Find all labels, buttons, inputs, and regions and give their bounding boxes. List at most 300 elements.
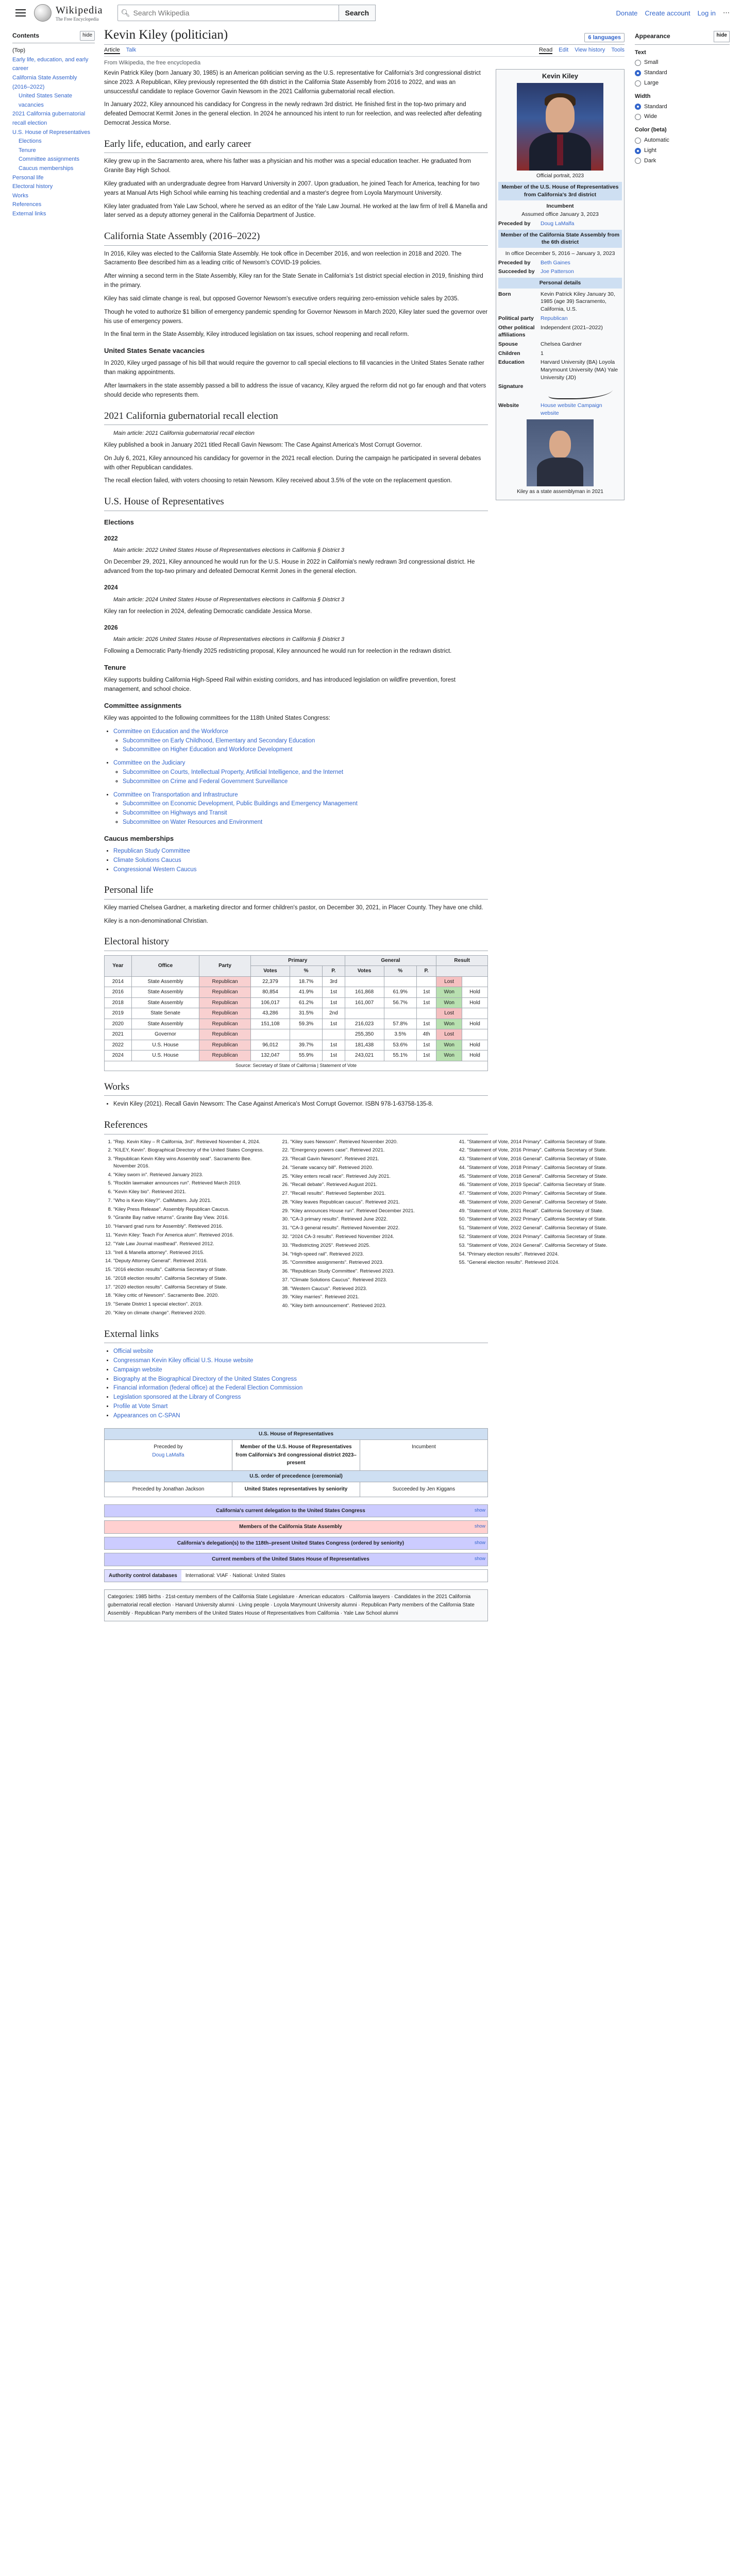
color-light-option[interactable]: Light — [635, 146, 730, 156]
succession-current: Member of the U.S. House of Representatives from California's 3rd congressional district 2023–present — [232, 1440, 360, 1470]
list-item: ◦ Subcommittee on Economic Development, Public Buildings and Emergency Management — [123, 800, 488, 809]
table-row — [105, 976, 488, 987]
infobox-row: Succeeded by Joe Patterson — [498, 268, 574, 275]
infobox-in-office: In office December 5, 2016 – January 3, 2023 — [505, 250, 615, 257]
table-cell: 3rd — [323, 976, 345, 987]
languages-button[interactable]: 6 languages — [584, 33, 625, 42]
reference-item[interactable]: 12. "Yale Law Journal masthead". Retrieved 2012. — [113, 1241, 271, 1248]
table-cell: Lost — [436, 1029, 462, 1040]
reference-item[interactable]: 23. "Recall Gavin Newsom". Retrieved 2021. — [290, 1156, 447, 1163]
toc-item[interactable]: California State Assembly (2016–2022) — [12, 74, 77, 90]
preceded-by-link[interactable]: Doug LaMalfa — [541, 220, 575, 227]
table-cell — [416, 1008, 436, 1019]
color-dark-option[interactable]: Dark — [635, 156, 730, 166]
succession-band: U.S. House of Representatives — [105, 1429, 487, 1440]
table-cell: Republican — [199, 1029, 251, 1040]
reference-item[interactable]: 2. "KILEY, Kevin". Biographical Directory of the United States Congress. — [113, 1147, 271, 1154]
table-cell: State Senate — [131, 1008, 199, 1019]
table-row — [105, 1008, 488, 1019]
navbox-show-toggle[interactable]: show — [474, 1539, 485, 1545]
navbox-show-toggle[interactable]: show — [474, 1507, 485, 1513]
table-cell: State Assembly — [131, 997, 199, 1008]
table-header: Year — [105, 955, 132, 976]
table-cell: 2022 — [105, 1040, 132, 1050]
toc-item[interactable]: U.S. House of Representatives — [12, 129, 91, 135]
toc-item[interactable]: Electoral history — [12, 183, 53, 190]
external-link[interactable]: • Appearances on C-SPAN — [113, 1412, 488, 1421]
table-cell: 55.9% — [290, 1050, 323, 1061]
subsection-heading-caucus: Caucus memberships — [104, 834, 174, 842]
assembly-portrait[interactable] — [527, 419, 594, 486]
table-row — [105, 1029, 488, 1040]
reference-item[interactable]: 37. "Climate Solutions Caucus". Retrieved 2023. — [290, 1277, 447, 1284]
lead-paragraph: In January 2022, Kiley announced his candidacy for Congress in the newly redrawn 3rd district. He finished first in the top-two primary and defeated Democrat Kermit Jones in the general election. In 2024 he announced his intent to run for reelection, and was reelected after defeating Democrat Jessica Morse. — [104, 101, 482, 127]
external-link[interactable]: • Legislation sponsored at the Library of Congress — [113, 1393, 488, 1402]
section-heading-early-life: Early life, education, and early career — [104, 137, 488, 153]
table-cell: Won — [436, 987, 462, 998]
external-link[interactable]: • Campaign website — [113, 1366, 488, 1375]
infobox-row: Signature — [498, 383, 622, 400]
reference-item[interactable]: 41. "Statement of Vote, 2014 Primary". California Secretary of State. — [467, 1139, 625, 1146]
table-cell: Republican — [199, 976, 251, 987]
reference-item[interactable]: 44. "Statement of Vote, 2018 Primary". California Secretary of State. — [467, 1164, 625, 1172]
assembly-portrait-caption: Kiley as a state assemblyman in 2021 — [517, 488, 603, 495]
reference-item[interactable]: 52. "Statement of Vote, 2024 Primary". California Secretary of State. — [467, 1233, 625, 1241]
reference-item[interactable]: 9. "Granite Bay native returns". Granite Bay View. 2016. — [113, 1214, 271, 1222]
table-cell — [345, 1008, 384, 1019]
list-item: • Committee on the Judiciary ◦ Subcommittee on Courts, Intellectual Property, Artificial Intelligence, and the Internet ◦ Subcommittee on Crime and Federal Government Surveillance — [113, 759, 488, 786]
paragraph: Though he voted to authorize $1 billion of emergency pandemic spending for Governor Newsom in March 2020, Kiley later sued the governor over his use of emergency powers. — [104, 309, 488, 325]
reference-item[interactable]: 10. "Harvard grad runs for Assembly". Retrieved 2016. — [113, 1223, 271, 1230]
navbox-title: California's current delegation to the United States Congress show — [105, 1505, 487, 1517]
infobox-incumbent: Incumbent — [546, 202, 574, 209]
width-label: Width — [635, 93, 651, 99]
body-column-lower — [104, 1327, 488, 1621]
external-link[interactable]: • Profile at Vote Smart — [113, 1402, 488, 1412]
tab-edit[interactable]: Edit — [559, 47, 569, 53]
reference-item[interactable]: 11. "Kevin Kiley: Teach For America alum". Retrieved 2016. — [113, 1232, 271, 1239]
toc-item[interactable]: Elections — [19, 138, 42, 145]
table-cell: 43,286 — [250, 1008, 290, 1019]
reference-item[interactable]: 27. "Recall results". Retrieved September 2021. — [290, 1190, 447, 1197]
infobox-personal-details: Personal details — [498, 278, 622, 289]
portrait-caption: Official portrait, 2023 — [536, 173, 584, 179]
navbox — [104, 1504, 488, 1518]
subsection-heading-2026: 2026 — [104, 623, 118, 631]
list-item: ◦ Subcommittee on Courts, Intellectual Property, Artificial Intelligence, and the Internet — [123, 768, 488, 777]
external-link[interactable]: • Official website — [113, 1347, 488, 1357]
infobox-row: Preceded by Beth Gaines — [498, 259, 570, 266]
infobox-office-house: Member of the U.S. House of Representatives from California's 3rd district — [498, 182, 622, 200]
text-standard-option[interactable]: Standard — [635, 68, 730, 78]
list-item: ◦ Subcommittee on Early Childhood, Elementary and Secondary Education — [123, 737, 488, 746]
table-cell: 80,854 — [250, 987, 290, 998]
reference-item[interactable]: 31. "CA-3 general results". Retrieved November 2022. — [290, 1225, 447, 1232]
table-cell: Won — [436, 1050, 462, 1061]
navbox-show-toggle[interactable]: show — [474, 1523, 485, 1529]
table-cell: State Assembly — [131, 976, 199, 987]
table-cell: Hold — [462, 997, 488, 1008]
official-portrait[interactable] — [517, 83, 603, 171]
table-header: Party — [199, 955, 251, 976]
login-link[interactable]: Log in — [697, 9, 716, 17]
precedence-current: United States representatives by seniority — [232, 1482, 360, 1497]
list-item: ◦ Subcommittee on Water Resources and Environment — [123, 818, 488, 827]
table-cell: 2021 — [105, 1029, 132, 1040]
table-cell: 1st — [323, 1019, 345, 1029]
references-column — [104, 1139, 271, 1318]
infobox-assumed-office: Assumed office January 3, 2023 — [521, 211, 599, 218]
reference-item[interactable]: 24. "Senate vacancy bill". Retrieved 2020. — [290, 1164, 447, 1172]
table-cell: 4th — [416, 1029, 436, 1040]
subsection-heading-committees: Committee assignments — [104, 701, 182, 709]
subsection-heading-vacancies: United States Senate vacancies — [104, 347, 205, 355]
reference-item[interactable]: 8. "Kiley Press Release". Assembly Republican Caucus. — [113, 1206, 271, 1213]
table-cell: U.S. House — [131, 1040, 199, 1050]
paragraph: Kiley was appointed to the following committees for the 118th United States Congress: — [104, 715, 330, 721]
list-item: • Committee on Education and the Workforce ◦ Subcommittee on Early Childhood, Elementary and Secondary Education ◦ Subcommittee on Higher Education and Workforce Development — [113, 727, 488, 755]
reference-item[interactable]: 47. "Statement of Vote, 2020 Primary". California Secretary of State. — [467, 1190, 625, 1197]
table-cell: 1st — [416, 1019, 436, 1029]
navbox — [104, 1537, 488, 1550]
table-cell: Governor — [131, 1029, 199, 1040]
table-cell: 151,108 — [250, 1019, 290, 1029]
table-header: Primary — [250, 955, 345, 966]
table-row — [105, 1019, 488, 1029]
from-wikipedia: From Wikipedia, the free encyclopedia — [104, 60, 201, 66]
navbox-title: California's delegation(s) to the 118th–present United States Congress (ordered by seniority) show — [105, 1537, 487, 1550]
table-cell — [462, 1029, 488, 1040]
reference-item[interactable]: 5. "Rocklin lawmaker announces run". Retrieved March 2019. — [113, 1180, 271, 1187]
external-link[interactable]: • Financial information (federal office) at the Federal Election Commission — [113, 1384, 488, 1393]
table-cell: State Assembly — [131, 987, 199, 998]
toc-item[interactable]: Caucus memberships — [19, 165, 74, 172]
color-label: Color (beta) — [635, 127, 667, 133]
reference-item[interactable]: 25. "Kiley enters recall race". Retrieved July 2021. — [290, 1173, 447, 1180]
succession-next: Incumbent — [360, 1440, 487, 1470]
table-cell: 2019 — [105, 1008, 132, 1019]
paragraph: After lawmakers in the state assembly passed a bill to address the issue of vacancy, Kiley argued the reform did not go far enough and that voters should decide who represents them. — [104, 382, 486, 398]
reference-item[interactable]: 32. "2024 CA-3 results". Retrieved November 2024. — [290, 1233, 447, 1241]
party-link[interactable]: Republican — [541, 315, 568, 321]
table-header: Result — [436, 955, 488, 966]
table-cell: 2018 — [105, 997, 132, 1008]
reference-item[interactable]: 13. "Irell & Manella attorney". Retrieved 2015. — [113, 1249, 271, 1257]
reference-item[interactable]: 29. "Kiley announces House run". Retrieved December 2021. — [290, 1208, 447, 1215]
table-cell — [323, 1029, 345, 1040]
table-cell: Republican — [199, 987, 251, 998]
wikipedia-logo[interactable] — [34, 4, 103, 22]
table-cell: Republican — [199, 1008, 251, 1019]
table-cell: Republican — [199, 1019, 251, 1029]
table-row — [105, 987, 488, 998]
globe-icon — [34, 4, 52, 22]
table-cell: 2016 — [105, 987, 132, 998]
infobox — [496, 69, 625, 500]
external-link[interactable]: • Congressman Kevin Kiley official U.S. House website — [113, 1357, 488, 1366]
paragraph: Kiley graduated with an undergraduate degree from Harvard University in 2007. Upon graduation, he joined Teach for America, teaching for two years at Manual Arts High School while earning his teaching credential and a master's degree from Loyola Marymount University. — [104, 180, 480, 196]
table-cell — [462, 1008, 488, 1019]
table-cell: 216,023 — [345, 1019, 384, 1029]
tab-tools[interactable]: Tools — [611, 47, 625, 53]
color-automatic-option[interactable]: Automatic — [635, 135, 730, 146]
page-tabs — [104, 45, 625, 57]
reference-item[interactable]: 48. "Statement of Vote, 2020 General". California Secretary of State. — [467, 1199, 625, 1206]
section-heading-house: U.S. House of Representatives — [104, 494, 488, 511]
table-cell — [384, 1008, 416, 1019]
section-heading-assembly: California State Assembly (2016–2022) — [104, 229, 488, 245]
reference-item[interactable]: 40. "Kiley birth announcement". Retrieved 2023. — [290, 1302, 447, 1310]
reference-item[interactable]: 51. "Statement of Vote, 2022 General". California Secretary of State. — [467, 1225, 625, 1232]
section-heading-electoral: Electoral history — [104, 934, 488, 951]
paragraph: Kiley married Chelsea Gardner, a marketing director and former children's pastor, on December 30, 2021, in Placer County. They have one child. — [104, 904, 483, 911]
tab-view-history[interactable]: View history — [575, 47, 605, 53]
reference-item[interactable]: 15. "2016 election results". California Secretary of State. — [113, 1266, 271, 1274]
appearance-title: Appearance — [635, 32, 670, 40]
table-cell: 1st — [416, 1050, 436, 1061]
section-heading-recall: 2021 California gubernatorial recall election — [104, 409, 488, 425]
table-cell: U.S. House — [131, 1050, 199, 1061]
electoral-history-table — [104, 955, 488, 1071]
logo-subtitle: The Free Encyclopedia — [56, 16, 99, 22]
main-menu-button[interactable] — [12, 5, 29, 21]
reference-item[interactable]: 39. "Kiley marries". Retrieved 2021. — [290, 1294, 447, 1301]
toc-item[interactable]: Tenure — [19, 147, 36, 154]
table-cell: 41.9% — [290, 987, 323, 998]
reference-item[interactable]: 21. "Kiley sues Newsom". Retrieved November 2020. — [290, 1139, 447, 1146]
reference-item[interactable]: 19. "Senate District 1 special election". 2019. — [113, 1301, 271, 1308]
table-row — [105, 1050, 488, 1061]
table-cell: 53.6% — [384, 1040, 416, 1050]
donate-link[interactable]: Donate — [616, 9, 638, 17]
tab-read[interactable]: Read — [538, 47, 553, 53]
table-cell: 1st — [323, 1050, 345, 1061]
text-size-label: Text — [635, 49, 646, 56]
reference-item[interactable]: 36. "Republican Study Committee". Retrieved 2023. — [290, 1268, 447, 1275]
table-row — [105, 1040, 488, 1050]
search-button[interactable]: Search — [339, 5, 376, 21]
table-header: Office — [131, 955, 199, 976]
width-standard-option[interactable]: Standard — [635, 102, 730, 112]
committee-list — [104, 727, 488, 827]
table-cell: 1st — [323, 997, 345, 1008]
hatnote[interactable]: Main article: 2022 United States House of Representatives elections in California § District 3 — [113, 547, 345, 554]
page-title: Kevin Kiley (politician) — [104, 28, 228, 42]
table-cell: 61.2% — [290, 997, 323, 1008]
precedence-previous[interactable]: Preceded by Jonathan Jackson — [132, 1486, 205, 1493]
toc-item[interactable]: (Top) — [12, 47, 26, 54]
paragraph: Kiley published a book in January 2021 titled Recall Gavin Newsom: The Case Against America's Most Corrupt Governor. — [104, 442, 422, 448]
width-wide-option[interactable]: Wide — [635, 112, 730, 122]
toc-item[interactable]: 2021 California gubernatorial recall election — [12, 111, 86, 126]
search-box — [117, 5, 339, 21]
table-cell: 59.3% — [290, 1019, 323, 1029]
table-cell — [250, 1029, 290, 1040]
reference-item[interactable]: 17. "2020 election results". California Secretary of State. — [113, 1284, 271, 1291]
reference-item[interactable]: 7. "Who is Kevin Kiley?". CalMatters. July 2021. — [113, 1197, 271, 1205]
reference-item[interactable]: 55. "General election results". Retrieved 2024. — [467, 1259, 625, 1266]
reference-item[interactable]: 50. "Statement of Vote, 2022 Primary". California Secretary of State. — [467, 1216, 625, 1223]
table-cell: Won — [436, 1040, 462, 1050]
references-list — [104, 1139, 625, 1318]
caucus-list — [104, 847, 488, 874]
hatnote[interactable]: Main article: 2021 California gubernatorial recall election — [113, 430, 255, 436]
toc-item[interactable]: United States Senate vacancies — [19, 93, 72, 108]
user-links — [616, 9, 730, 17]
navboxes — [104, 1504, 488, 1566]
reference-item[interactable]: 49. "Statement of Vote, 2021 Recall". California Secretary of State. — [467, 1208, 625, 1215]
table-cell: Won — [436, 1019, 462, 1029]
toc-item[interactable]: Committee assignments — [19, 156, 79, 163]
table-cell: 2024 — [105, 1050, 132, 1061]
external-links-list — [104, 1347, 488, 1421]
paragraph: On December 29, 2021, Kiley announced he would run for the U.S. House in 2022 in California's newly redrawn 3rd congressional district. He advanced from the top-two primary and defeated Democrat Kermit Jones in the general election. — [104, 559, 475, 575]
category-links[interactable]: Categories: 1985 births · 21st-century members of the California State Legislature · American educators · California lawyers · Candidates in the 2021 California gubernatorial recall election · Harvard University alumni · Living people · Loyola Marymount University alumni · Republican Party members of the California State Assembly · Republican Party members of the United States House of Representatives from California · Yale Law School alumni — [104, 1589, 488, 1621]
table-cell: 106,017 — [250, 997, 290, 1008]
table-subheader: Votes — [250, 966, 290, 977]
table-cell: 61.9% — [384, 987, 416, 998]
list-item: ◦ Subcommittee on Highways and Transit — [123, 809, 488, 818]
table-of-contents — [12, 31, 95, 218]
table-subheader: Votes — [345, 966, 384, 977]
list-item: • Republican Study Committee — [113, 847, 488, 856]
table-cell: 57.8% — [384, 1019, 416, 1029]
section-heading-personal: Personal life — [104, 883, 488, 899]
list-item: ◦ Subcommittee on Crime and Federal Government Surveillance — [123, 777, 488, 787]
reference-item[interactable]: 16. "2018 election results". California Secretary of State. — [113, 1275, 271, 1282]
table-cell: 39.7% — [290, 1040, 323, 1050]
signature-image — [548, 384, 615, 399]
table-cell — [462, 976, 488, 987]
table-subheader: P. — [416, 966, 436, 977]
authority-value[interactable]: International: VIAF · National: United States — [185, 1572, 285, 1579]
paragraph: Kiley is a non-denominational Christian. — [104, 918, 208, 924]
reference-item[interactable]: 53. "Statement of Vote, 2024 General". California Secretary of State. — [467, 1242, 625, 1249]
precedence-next[interactable]: Succeeded by Jen Kiggans — [360, 1482, 487, 1497]
external-link[interactable]: • Biography at the Biographical Directory of the United States Congress — [113, 1375, 488, 1384]
infobox-row: Education Harvard University (BA) Loyola Marymount University (MA) Yale University (JD) — [498, 359, 618, 381]
reference-item[interactable]: 14. "Deputy Attorney General". Retrieved 2016. — [113, 1258, 271, 1265]
site-header — [0, 0, 742, 26]
paragraph: Kiley has said climate change is real, but opposed Governor Newsom's executive orders requiring zero-emission vehicle sales by 2035. — [104, 295, 459, 302]
table-cell — [384, 976, 416, 987]
table-cell: Lost — [436, 976, 462, 987]
lead-paragraph: Kevin Patrick Kiley (born January 30, 1985) is an American politician serving as the U.S. representative for California's 3rd congressional district since 2023. A Republican, Kiley previously represented the 6th district in the California State Assembly from 2016 to 2022, and was an unsuccessful candidate to replace Governor Gavin Newsom in the 2021 California gubernatorial recall election. — [104, 70, 481, 95]
toc-item[interactable]: Works — [12, 192, 28, 199]
reference-item[interactable]: 33. "Redistricting 2025". Retrieved 2025. — [290, 1242, 447, 1249]
infobox-row: Other political affiliations Independent (2021–2022) — [498, 324, 603, 338]
reference-item[interactable]: 28. "Kiley leaves Republican caucus". Retrieved 2021. — [290, 1199, 447, 1206]
paragraph: On July 6, 2021, Kiley announced his candidacy for governor in the 2021 recall election. During the campaign he participated in several debates with other Republican candidates. — [104, 455, 481, 471]
infobox-row: Spouse Chelsea Gardner — [498, 341, 582, 347]
appearance-header — [635, 31, 730, 45]
succession-box — [104, 1428, 488, 1497]
logo-title: Wikipedia — [56, 4, 103, 16]
table-cell: Hold — [462, 1050, 488, 1061]
infobox-row: Preceded by Doug LaMalfa — [498, 220, 575, 227]
table-cell: 1st — [416, 987, 436, 998]
reference-item[interactable]: 46. "Statement of Vote, 2019 Special". California Secretary of State. — [467, 1181, 625, 1189]
references-column — [281, 1139, 447, 1318]
references-column — [458, 1139, 625, 1318]
reference-item[interactable]: 18. "Kiley critic of Newsom". Sacramento Bee. 2020. — [113, 1292, 271, 1299]
table-cell: 1st — [416, 997, 436, 1008]
toc-hide-button[interactable]: hide — [80, 31, 95, 41]
reference-item[interactable]: 38. "Western Caucus". Retrieved 2023. — [290, 1285, 447, 1293]
subsection-heading-tenure: Tenure — [104, 664, 126, 671]
paragraph: Kiley supports building California High-Speed Rail within existing corridors, and has introduced legislation on wildfire prevention, forest management, and school choice. — [104, 677, 456, 692]
reference-item[interactable]: 22. "Emergency powers case". Retrieved 2021. — [290, 1147, 447, 1154]
table-cell: 161,007 — [345, 997, 384, 1008]
table-subheader — [436, 966, 488, 977]
body-column — [104, 69, 488, 1134]
subsection-heading-elections: Elections — [104, 518, 134, 526]
toc-item[interactable]: External links — [12, 210, 46, 217]
table-cell: 55.1% — [384, 1050, 416, 1061]
table-cell: Republican — [199, 997, 251, 1008]
search-input[interactable] — [133, 9, 339, 17]
previous-link[interactable]: Doug LaMalfa — [152, 1452, 184, 1458]
reference-item[interactable]: 43. "Statement of Vote, 2016 General". California Secretary of State. — [467, 1156, 625, 1163]
reference-item[interactable]: 54. "Primary election results". Retrieved 2024. — [467, 1251, 625, 1258]
reference-item[interactable]: 4. "Kiley sworn in". Retrieved January 2023. — [113, 1172, 271, 1179]
toc-title: Contents — [12, 32, 39, 39]
succession-band: U.S. order of precedence (ceremonial) — [105, 1471, 487, 1482]
reference-item[interactable]: 34. "High-speed rail". Retrieved 2023. — [290, 1251, 447, 1258]
infobox-row: Born Kevin Patrick Kiley January 30, 1985 (age 39) Sacramento, California, U.S. — [498, 291, 615, 313]
website-links[interactable]: House website Campaign website — [541, 402, 602, 416]
table-cell: 22,379 — [250, 976, 290, 987]
paragraph: Kiley ran for reelection in 2024, defeating Democratic candidate Jessica Morse. — [104, 608, 312, 615]
reference-item[interactable]: 45. "Statement of Vote, 2018 General". California Secretary of State. — [467, 1173, 625, 1180]
paragraph: In 2020, Kiley urged passage of his bill that would require the governor to call special elections to fill vacancies in the United States Senate rather than making appointments. — [104, 360, 484, 376]
reference-item[interactable]: 42. "Statement of Vote, 2016 Primary". California Secretary of State. — [467, 1147, 625, 1154]
table-subheader: P. — [323, 966, 345, 977]
create-account-link[interactable]: Create account — [645, 9, 690, 17]
paragraph: Kiley later graduated from Yale Law School, where he served as an editor of the Yale Law Journal. He worked at the law firm of Irell & Manella and later served as a deputy attorney general in the California Department of Justice. — [104, 203, 487, 219]
navbox-show-toggle[interactable]: show — [474, 1556, 485, 1562]
appearance-hide-button[interactable]: hide — [714, 31, 730, 42]
paragraph: The recall election failed, with voters choosing to retain Newsom. Kiley received about 3.5% of the vote on the replacement question. — [104, 478, 452, 484]
section-heading-works: Works — [104, 1079, 488, 1096]
hatnote[interactable]: Main article: 2024 United States House of Representatives elections in California § District 3 — [113, 596, 345, 603]
list-item: • Committee on Transportation and Infrastructure ◦ Subcommittee on Economic Development, Public Buildings and Emergency Management ◦ Subcommittee on Highways and Transit ◦ Subcommittee on Water Resources and Environment — [113, 791, 488, 827]
toc-item[interactable]: Early life, education, and early career — [12, 56, 89, 72]
infobox-row: Children 1 — [498, 350, 544, 357]
reference-item[interactable]: 20. "Kiley on climate change". Retrieved 2020. — [113, 1310, 271, 1317]
works-list — [104, 1100, 488, 1109]
reference-item[interactable]: 30. "CA-3 primary results". Retrieved June 2022. — [290, 1216, 447, 1223]
toc-item[interactable]: Personal life — [12, 174, 44, 181]
reference-item[interactable]: 1. "Rep. Kevin Kiley – R California, 3rd". Retrieved November 4, 2024. — [113, 1139, 271, 1146]
reference-item[interactable]: 3. "Republican Kevin Kiley wins Assembly seat". Sacramento Bee. November 2016. — [113, 1156, 271, 1170]
reference-item[interactable]: 35. "Committee assignments". Retrieved 2023. — [290, 1259, 447, 1266]
preceded-by-link[interactable]: Beth Gaines — [541, 259, 570, 266]
text-small-option[interactable]: Small — [635, 58, 730, 68]
more-options-icon[interactable]: ⋯ — [723, 9, 730, 16]
toc-item[interactable]: References — [12, 201, 42, 208]
hatnote[interactable]: Main article: 2026 United States House of Representatives elections in California § District 3 — [113, 636, 345, 643]
reference-item[interactable]: 6. "Kevin Kiley bio". Retrieved 2021. — [113, 1189, 271, 1196]
reference-item[interactable]: 26. "Recall debate". Retrieved August 2021. — [290, 1181, 447, 1189]
succeeded-by-link[interactable]: Joe Patterson — [541, 268, 574, 275]
tab-talk[interactable]: Talk — [126, 47, 137, 53]
table-cell: 56.7% — [384, 997, 416, 1008]
tab-article[interactable]: Article — [104, 47, 120, 53]
table-cell: 3.5% — [384, 1029, 416, 1040]
table-cell: 181,438 — [345, 1040, 384, 1050]
text-large-option[interactable]: Large — [635, 78, 730, 89]
